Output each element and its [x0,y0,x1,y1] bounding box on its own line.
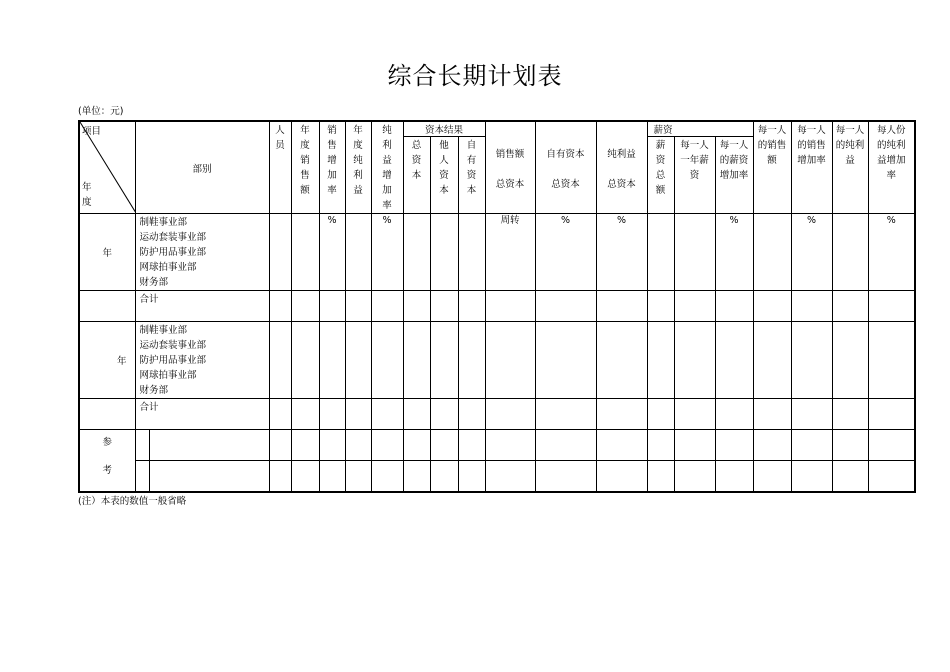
subtotal-row [79,399,915,430]
header-other-capital: 他人资本 [439,140,449,197]
subtotal-label: 合计 [135,291,269,322]
pct-mark: % [596,214,647,291]
header-row-1 [79,121,915,137]
dept-name: 运动套装事业部 [139,232,207,243]
header-salary-group: 薪资 [647,121,753,137]
reference-row [79,461,915,492]
sales-ratio-top: 销售额 [495,148,525,160]
pct-mark: % [715,214,753,291]
header-salary-growth: 每一人的薪资增加率 [719,140,749,182]
header-capital-group: 资本结果 [403,121,485,137]
header-sales-ratio [485,121,535,214]
dept-name: 运动套装事业部 [139,340,207,351]
header-staff: 人员 [275,125,285,151]
turnover-mark: 周转 [485,214,535,291]
own-ratio-bottom: 总资本 [551,178,580,190]
corner-top-label: 项目 [82,126,102,137]
year-cell: 年 [79,322,135,399]
plan-table [78,120,916,493]
reference-row [79,430,915,461]
header-own-ratio [535,121,596,214]
unit-label: (单位：元) [78,106,124,117]
dept-name: 防护用品事业部 [139,355,207,366]
header-sales-growth: 销售增加率 [327,125,337,196]
reference-char-2: 考 [102,465,112,476]
pct-mark: % [868,214,915,291]
dept-list-cell [135,322,269,399]
reference-char-1: 参 [102,437,112,448]
subtotal-row [79,291,915,322]
header-salary-total: 薪资总额 [655,140,666,197]
header-salary-per-year: 每一人一年薪资 [680,140,709,182]
footnote: (注）本表的数值一般省略 [78,496,187,507]
own-ratio-top: 自有资本 [546,148,585,160]
table-row [79,214,915,291]
dept-name: 网球拍事业部 [139,370,197,381]
dept-header-label: 部别 [192,163,212,175]
dept-name: 网球拍事业部 [139,262,197,273]
header-per-net-growth: 每人份的纯利益增加率 [877,125,906,181]
header-annual-net: 年度纯利益 [353,125,363,196]
header-annual-sales: 年度销售额 [300,125,310,196]
dept-name: 制鞋事业部 [139,325,188,336]
header-net-ratio [596,121,647,214]
reference-cell [135,461,269,492]
dept-list-cell [135,214,269,291]
sales-ratio-bottom: 总资本 [495,178,525,190]
dept-name: 防护用品事业部 [139,247,207,258]
year-cell: 年 [79,214,135,291]
header-per-sales-growth: 每一人的销售增加率 [797,125,826,166]
dept-name: 财务部 [139,277,169,288]
subtotal-label: 合计 [135,399,269,430]
header-per-net: 每一人的纯利益 [835,125,865,166]
header-own-capital: 自有资本 [466,140,477,197]
reference-label-cell [79,430,135,492]
header-net-growth: 纯利益增加率 [382,125,392,211]
header-per-sales: 每一人的销售额 [757,125,787,166]
pct-mark: % [371,214,403,291]
dept-header [135,121,269,214]
table-row [79,322,915,399]
reference-cell [135,430,269,461]
header-total-capital: 总资本 [411,140,422,182]
dept-name: 制鞋事业部 [139,217,188,228]
corner-bottom-label: 年度 [82,182,92,208]
pct-mark: % [319,214,345,291]
pct-mark: % [791,214,832,291]
net-ratio-bottom: 总资本 [607,178,636,190]
corner-cell [79,121,135,214]
pct-mark: % [535,214,596,291]
dept-name: 财务部 [139,385,169,396]
page-title: 综合长期计划表 [387,62,563,90]
net-ratio-top: 纯利益 [607,148,636,160]
